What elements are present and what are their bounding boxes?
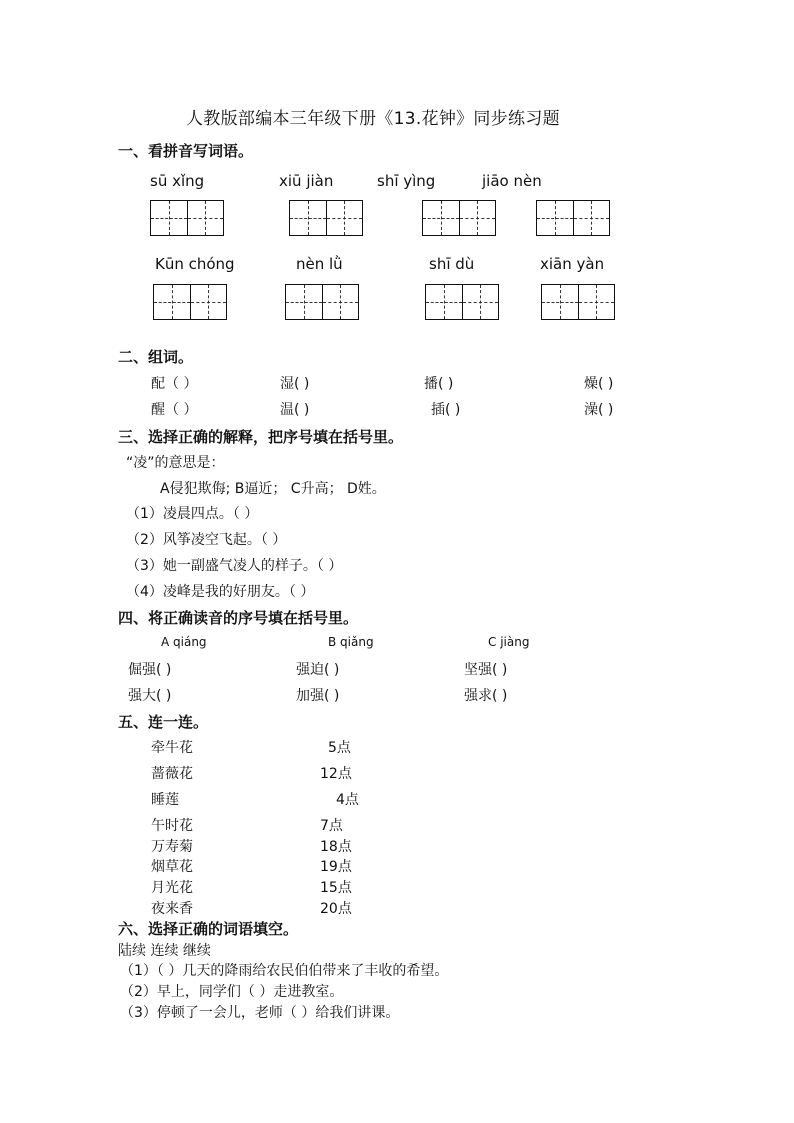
section-1-heading: 一、看拼音写词语。 <box>118 142 254 160</box>
pinyin-5: Kūn chóng <box>155 255 235 273</box>
reading-option: C jiàng <box>488 635 530 649</box>
writing-grid[interactable] <box>153 284 227 320</box>
word-choices: 陆续 连续 继续 <box>118 943 211 959</box>
writing-grid[interactable] <box>422 200 496 236</box>
writing-grid[interactable] <box>289 200 363 236</box>
definition-options: A侵犯欺侮; B逼近； C升高； D姓。 <box>160 481 386 497</box>
bloom-time[interactable]: 20点 <box>320 901 352 917</box>
pinyin-1: sū xǐng <box>150 172 205 190</box>
pinyin-7: shī dù <box>429 255 475 273</box>
word-blank[interactable]: 温( ) <box>280 402 310 418</box>
page-title: 人教版部编本三年级下册《13.花钟》同步练习题 <box>186 109 560 129</box>
flower-name[interactable]: 午时花 <box>151 818 193 834</box>
writing-grid[interactable] <box>425 284 499 320</box>
reading-blank[interactable]: 强求( ) <box>464 688 508 704</box>
bloom-time[interactable]: 19点 <box>320 859 352 875</box>
section-4-heading: 四、将正确读音的序号填在括号里。 <box>118 609 359 627</box>
pinyin-2: xiū jiàn <box>279 172 334 190</box>
bloom-time[interactable]: 18点 <box>320 839 352 855</box>
section-5-heading: 五、连一连。 <box>118 713 209 731</box>
flower-name[interactable]: 夜来香 <box>151 901 193 917</box>
definition-intro: “凌”的意思是： <box>126 455 225 471</box>
section-2-heading: 二、组词。 <box>118 348 194 366</box>
pinyin-3: shī yìng <box>377 172 436 190</box>
question-item[interactable]: （4）凌峰是我的好朋友。（ ） <box>126 584 315 600</box>
flower-name[interactable]: 牵牛花 <box>151 740 193 756</box>
reading-option: B qiǎng <box>328 635 374 649</box>
reading-blank[interactable]: 坚强( ) <box>464 662 508 678</box>
question-item[interactable]: （2）风筝凌空飞起。（ ） <box>126 532 287 548</box>
bloom-time[interactable]: 5点 <box>328 740 351 756</box>
writing-grid[interactable] <box>541 284 615 320</box>
word-blank[interactable]: 燥( ) <box>584 376 614 392</box>
writing-grid[interactable] <box>285 284 359 320</box>
bloom-time[interactable]: 7点 <box>320 818 343 834</box>
pinyin-4: jiāo nèn <box>482 172 542 190</box>
flower-name[interactable]: 月光花 <box>151 880 193 896</box>
bloom-time[interactable]: 4点 <box>336 792 359 808</box>
reading-option: A qiáng <box>161 635 207 649</box>
reading-blank[interactable]: 强迫( ) <box>296 662 340 678</box>
reading-blank[interactable]: 强大( ) <box>128 688 172 704</box>
question-item[interactable]: （1）凌晨四点。（ ） <box>126 506 259 522</box>
fill-item[interactable]: （1）（ ）几天的降雨给农民伯伯带来了丰收的希望。 <box>120 963 449 979</box>
fill-item[interactable]: （2）早上，同学们（ ）走进教室。 <box>120 984 344 1000</box>
word-blank[interactable]: 湿( ) <box>280 376 310 392</box>
reading-blank[interactable]: 倔强( ) <box>128 662 172 678</box>
section-6-heading: 六、选择正确的词语填空。 <box>118 920 299 938</box>
flower-name[interactable]: 烟草花 <box>151 859 193 875</box>
word-blank[interactable]: 澡( ) <box>584 402 614 418</box>
fill-item[interactable]: （3）停顿了一会儿，老师（ ）给我们讲课。 <box>120 1005 400 1021</box>
section-3-heading: 三、选择正确的解释，把序号填在括号里。 <box>118 428 404 446</box>
pinyin-8: xiān yàn <box>540 255 605 273</box>
flower-name[interactable]: 睡莲 <box>151 792 179 808</box>
word-blank[interactable]: 插( ) <box>431 402 461 418</box>
writing-grid[interactable] <box>150 200 224 236</box>
word-blank[interactable]: 醒（ ） <box>151 402 198 418</box>
word-blank[interactable]: 配（ ） <box>151 376 198 392</box>
word-blank[interactable]: 播( ) <box>424 376 454 392</box>
flower-name[interactable]: 万寿菊 <box>151 839 193 855</box>
pinyin-6: nèn lǜ <box>296 255 343 273</box>
bloom-time[interactable]: 15点 <box>320 880 352 896</box>
reading-blank[interactable]: 加强( ) <box>296 688 340 704</box>
bloom-time[interactable]: 12点 <box>320 766 352 782</box>
flower-name[interactable]: 蔷薇花 <box>151 766 193 782</box>
writing-grid[interactable] <box>536 200 610 236</box>
question-item[interactable]: （3）她一副盛气凌人的样子。（ ） <box>126 558 343 574</box>
